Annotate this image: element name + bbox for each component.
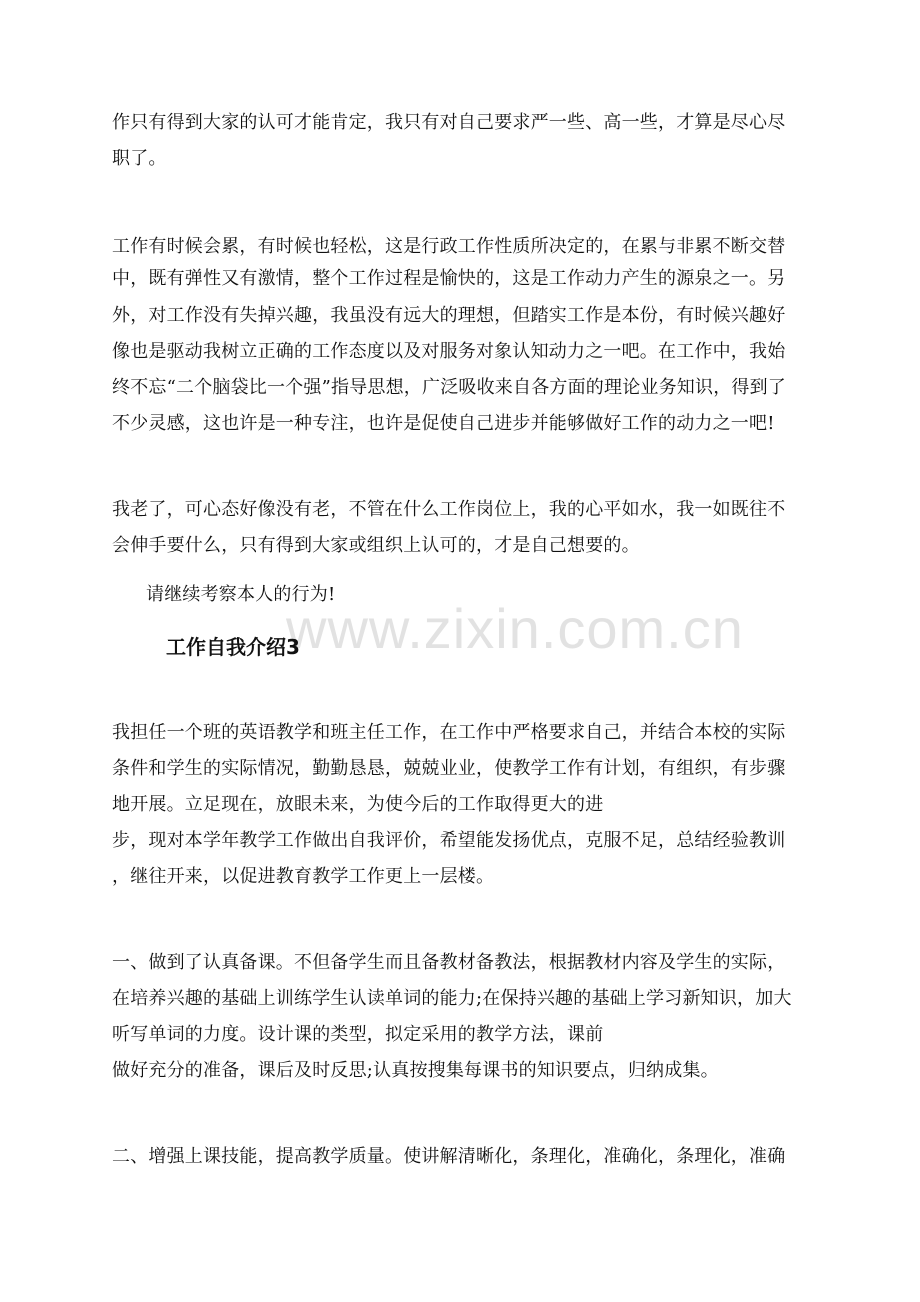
paragraph-2-line-3: 外，对工作没有失掉兴趣，我虽没有远大的理想，但踏实工作是本份，有时候兴趣好	[112, 305, 786, 326]
paragraph-4-line-4: 步，现对本学年教学工作做出自我评价，希望能发扬优点，克服不足，总结经验教训	[112, 830, 786, 851]
paragraph-5-line-3: 听写单词的力度。设计课的类型，拟定采用的教学方法，课前	[112, 1024, 604, 1045]
paragraph-1-line-1: 作只有得到大家的认可才能肯定，我只有对自己要求严一些、高一些，才算是尽心尽	[112, 112, 786, 133]
paragraph-2-line-4: 像也是驱动我树立正确的工作态度以及对服务对象认知动力之一吧。在工作中，我始	[112, 341, 786, 362]
paragraph-2-line-6: 不少灵感，这也许是一种专注，也许是促使自己进步并能够做好工作的动力之一吧!	[112, 413, 775, 434]
paragraph-5-line-4: 做好充分的准备，课后及时反思;认真按搜集每课书的知识要点，归纳成集。	[112, 1060, 719, 1081]
section-heading: 工作自我介绍3	[166, 635, 300, 659]
paragraph-4-line-5: ，继往开来，以促进教育教学工作更上一层楼。	[112, 866, 495, 887]
paragraph-6-line-1: 二、增强上课技能，提高教学质量。使讲解清晰化，条理化，准确化，条理化，准确	[112, 1146, 786, 1167]
paragraph-2-line-1: 工作有时候会累，有时候也轻松，这是行政工作性质所决定的，在累与非累不断交替	[112, 236, 786, 257]
paragraph-5-line-1: 一、做到了认真备课。不但备学生而且备教材备教法，根据教材内容及学生的实际，	[112, 952, 786, 973]
paragraph-3-line-2: 会伸手要什么，只有得到大家或组织上认可的，才是自己想要的。	[112, 535, 640, 556]
paragraph-3-line-1: 我老了，可心态好像没有老，不管在什么工作岗位上，我的心平如水，我一如既往不	[112, 499, 786, 520]
paragraph-4-line-3: 地开展。立足现在，放眼未来，为使今后的工作取得更大的进	[112, 794, 604, 815]
paragraph-4-line-1: 我担任一个班的英语教学和班主任工作，在工作中严格要求自己，并结合本校的实际	[112, 722, 786, 743]
paragraph-5-line-2: 在培养兴趣的基础上训练学生认读单词的能力;在保持兴趣的基础上学习新知识，加大	[112, 988, 792, 1009]
paragraph-1-line-2: 职了。	[112, 148, 167, 169]
closing-line: 请继续考察本人的行为!	[146, 584, 336, 605]
paragraph-4-line-2: 条件和学生的实际情况，勤勤恳恳，兢兢业业，使教学工作有计划，有组织，有步骤	[112, 758, 786, 779]
watermark: www.zixin.com.cn	[286, 597, 744, 660]
paragraph-2-line-2: 中，既有弹性又有激情，整个工作过程是愉快的，这是工作动力产生的源泉之一。另	[112, 268, 786, 289]
paragraph-2-line-5: 终不忘“二个脑袋比一个强”指导思想，广泛吸收来自各方面的理论业务知识，得到了	[112, 377, 787, 398]
